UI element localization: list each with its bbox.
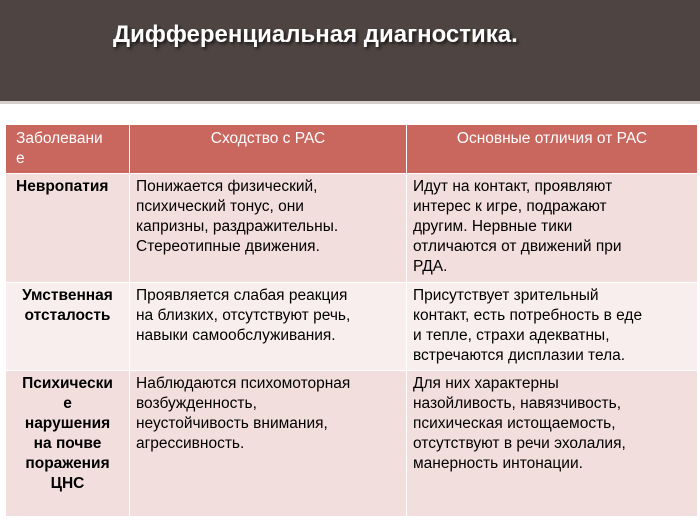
table-row-neuropathy	[6, 174, 698, 283]
cell-disease: Невропатия	[6, 174, 130, 283]
cell-similarity: Проявляется слабая реакция на близких, отсутствуют речь, навыки самообслуживания.	[130, 283, 407, 371]
table-row-mental-retardation	[6, 283, 698, 371]
cell-disease: Психически е нарушения на почве поражения ЦНС	[6, 371, 130, 517]
cell-disease: Умственная отсталость	[6, 283, 130, 371]
table-row-cns-disorders	[6, 371, 698, 517]
cell-similarity: Понижается физический, психический тонус, они капризны, раздражительны. Стереотипные движения.	[130, 174, 407, 283]
table-header-row	[6, 125, 698, 174]
title-bar	[0, 0, 700, 104]
header-disease: Заболевани е	[6, 125, 130, 174]
cell-differences: Для них характерны назойливость, навязчивость, психическая истощаемость, отсутствуют в речи эхолалия, манерность интонации.	[407, 371, 698, 517]
cell-differences: Идут на контакт, проявляют интерес к игре, подражают другим. Нервные тики отличаются от движений при РДА.	[407, 174, 698, 283]
header-differences: Основные отличия от РАС	[407, 125, 698, 174]
cell-similarity: Наблюдаются психомоторная возбужденность, неустойчивость внимания, агрессивность.	[130, 371, 407, 517]
header-similarity: Сходство с РАС	[130, 125, 407, 174]
differential-diagnosis-table	[5, 124, 698, 517]
cell-differences: Присутствует зрительный контакт, есть потребность в еде и тепле, страхи адекватны, встречаются дисплазии тела.	[407, 283, 698, 371]
page-title: Дифференциальная диагностика.	[113, 21, 518, 48]
